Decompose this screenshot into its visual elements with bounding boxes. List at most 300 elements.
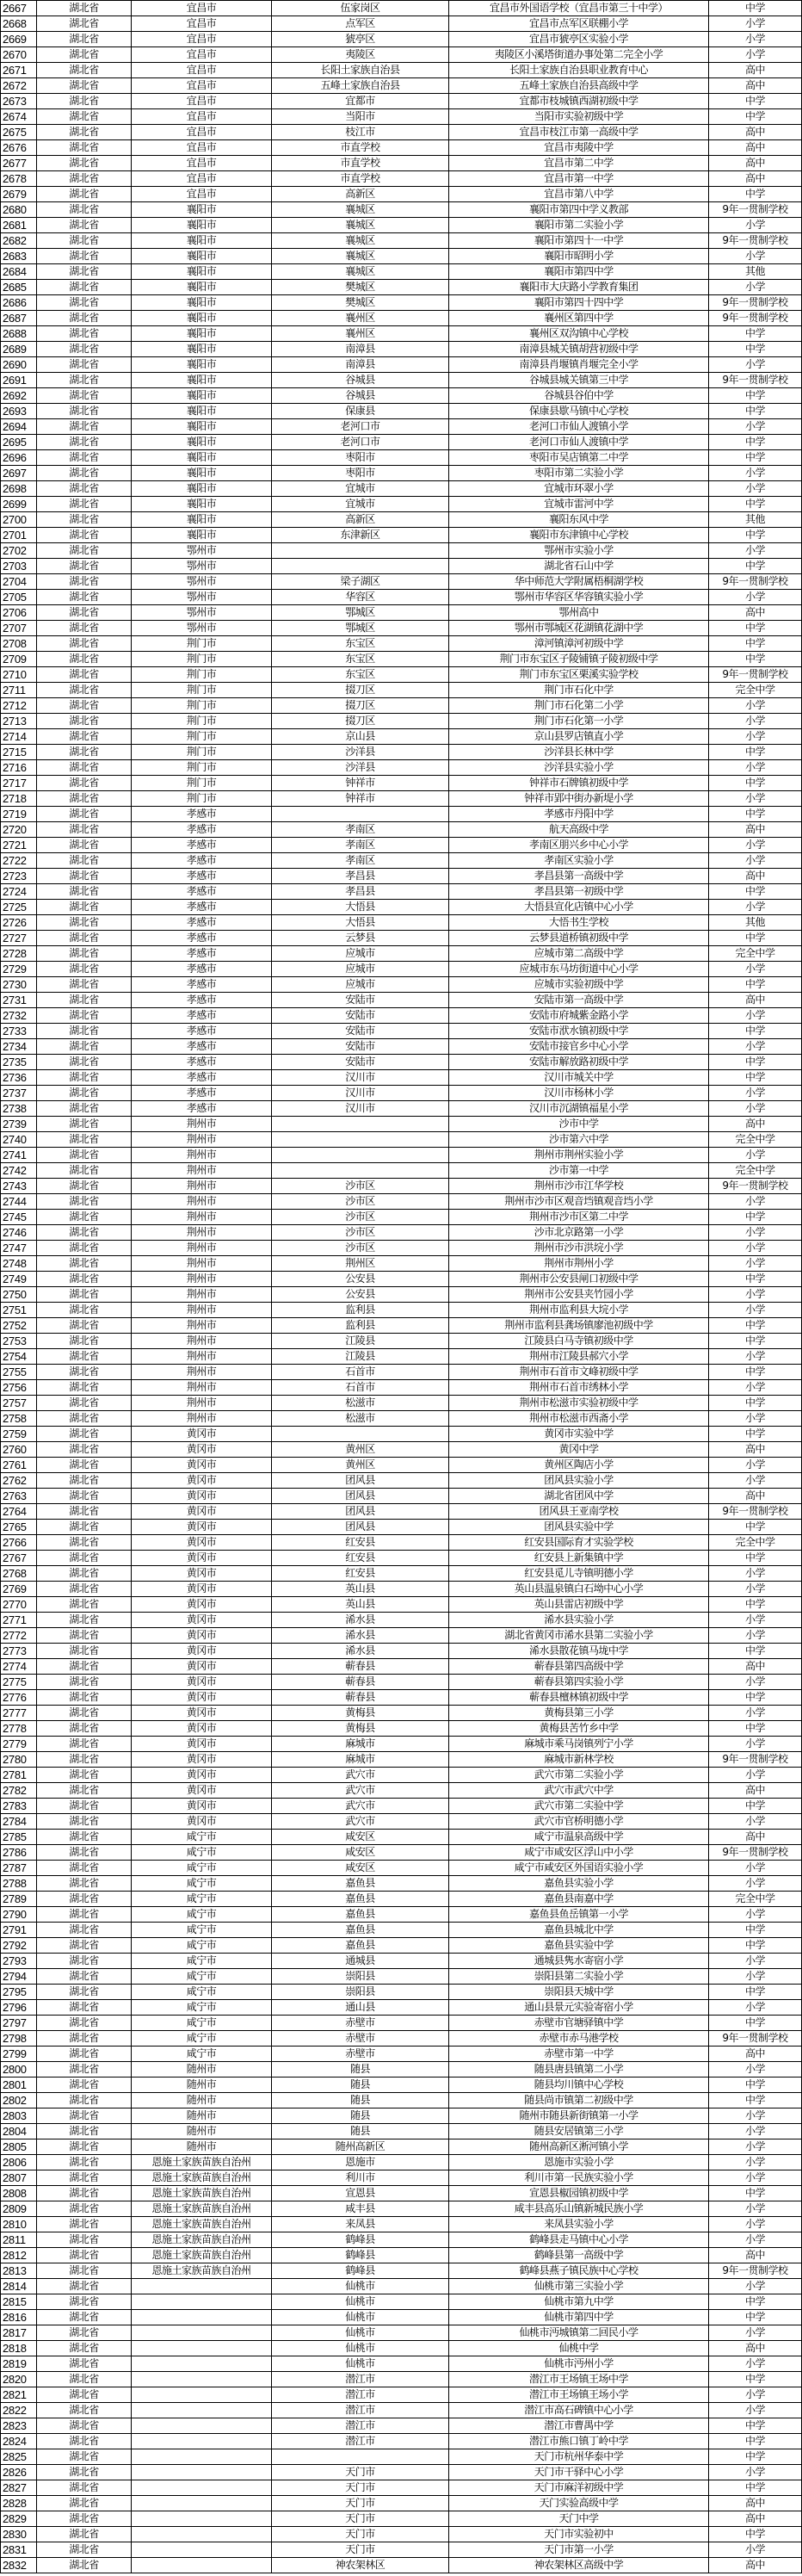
district-cell: 华容区 [272, 590, 449, 605]
city-cell: 黄冈市 [132, 1566, 272, 1582]
school-name-cell: 武穴市武穴中学 [449, 1783, 709, 1799]
row-number: 2711 [1, 683, 37, 698]
province-cell: 湖北省 [37, 1365, 132, 1380]
district-cell: 枣阳市 [272, 450, 449, 466]
school-name-cell: 云梦县道桥镇初级中学 [449, 931, 709, 946]
city-cell: 襄阳市 [132, 512, 272, 528]
city-cell: 宜昌市 [132, 63, 272, 78]
school-name-cell: 黄州区陶店小学 [449, 1458, 709, 1473]
table-row [1, 1845, 802, 1861]
table-row [1, 1706, 802, 1721]
district-cell: 安陆市 [272, 1008, 449, 1024]
school-name-cell: 天门市干驿中心小学 [449, 2465, 709, 2480]
row-number: 2719 [1, 807, 37, 822]
province-cell: 湖北省 [37, 1985, 132, 2000]
school-type-cell: 中学 [709, 1055, 802, 1070]
table-row [1, 218, 802, 233]
school-name-cell: 湖北省石山中学 [449, 559, 709, 574]
school-type-cell: 中学 [709, 931, 802, 946]
table-row [1, 1566, 802, 1582]
school-name-cell: 沙市中学 [449, 1117, 709, 1132]
table-row [1, 1241, 802, 1256]
row-number: 2681 [1, 218, 37, 233]
city-cell: 孝感市 [132, 931, 272, 946]
city-cell: 宜昌市 [132, 16, 272, 32]
district-cell [272, 1132, 449, 1148]
city-cell: 咸宁市 [132, 2047, 272, 2062]
city-cell: 孝感市 [132, 807, 272, 822]
city-cell: 鄂州市 [132, 621, 272, 636]
school-type-cell: 中学 [709, 621, 802, 636]
school-type-cell: 中学 [709, 1597, 802, 1613]
district-cell: 襄城区 [272, 218, 449, 233]
school-name-cell: 荆州市公安县夹竹园小学 [449, 1287, 709, 1303]
row-number: 2734 [1, 1039, 37, 1055]
table-row [1, 1985, 802, 2000]
province-cell: 湖北省 [37, 1334, 132, 1349]
province-cell: 湖北省 [37, 373, 132, 388]
table-row [1, 2449, 802, 2465]
table-row [1, 1086, 802, 1101]
school-type-cell: 9年一贯制学校 [709, 233, 802, 249]
city-cell [132, 2465, 272, 2480]
table-row [1, 171, 802, 187]
district-cell: 嘉鱼县 [272, 1938, 449, 1954]
city-cell: 襄阳市 [132, 264, 272, 280]
school-type-cell: 中学 [709, 636, 802, 652]
school-type-cell: 小学 [709, 1876, 802, 1892]
row-number: 2700 [1, 512, 37, 528]
province-cell: 湖北省 [37, 2542, 132, 2558]
table-row [1, 2418, 802, 2434]
school-type-cell: 小学 [709, 1861, 802, 1876]
school-name-cell: 黄梅县苦竹乡中学 [449, 1721, 709, 1737]
city-cell: 荆州市 [132, 1272, 272, 1287]
table-row [1, 2496, 802, 2511]
city-cell: 黄冈市 [132, 1520, 272, 1535]
school-name-cell: 黄冈市实验中学 [449, 1427, 709, 1442]
school-name-cell: 鄂州市鄂城区花湖镇花湖中学 [449, 621, 709, 636]
school-type-cell: 中学 [709, 559, 802, 574]
row-number: 2788 [1, 1876, 37, 1892]
school-type-cell: 中学 [709, 2294, 802, 2310]
province-cell: 湖北省 [37, 838, 132, 853]
school-name-cell: 宜昌市第一中学 [449, 171, 709, 187]
table-row [1, 47, 802, 63]
district-cell: 应城市 [272, 977, 449, 993]
district-cell: 孝南区 [272, 838, 449, 853]
district-cell: 随县 [272, 2108, 449, 2124]
row-number: 2775 [1, 1675, 37, 1690]
row-number: 2780 [1, 1752, 37, 1768]
table-row [1, 1163, 802, 1179]
city-cell: 孝感市 [132, 822, 272, 838]
district-cell: 沙市区 [272, 1210, 449, 1225]
school-name-cell: 襄阳市第四十四中学 [449, 295, 709, 311]
province-cell: 湖北省 [37, 16, 132, 32]
row-number: 2721 [1, 838, 37, 853]
district-cell: 大悟县 [272, 915, 449, 931]
school-name-cell: 孝南区朋兴乡中心小学 [449, 838, 709, 853]
school-type-cell: 小学 [709, 1303, 802, 1318]
school-name-cell: 赤壁市第一中学 [449, 2047, 709, 2062]
province-cell: 湖北省 [37, 1551, 132, 1566]
district-cell: 襄城区 [272, 233, 449, 249]
row-number: 2685 [1, 280, 37, 295]
school-type-cell: 中学 [709, 2093, 802, 2108]
city-cell: 黄冈市 [132, 1737, 272, 1752]
school-type-cell: 中学 [709, 745, 802, 760]
school-name-cell: 仙桃中学 [449, 2341, 709, 2356]
table-row [1, 1024, 802, 1039]
school-name-cell: 荆州市荆州小学 [449, 1256, 709, 1272]
table-row [1, 2527, 802, 2542]
school-name-cell: 孝昌县第一初级中学 [449, 884, 709, 900]
city-cell: 荆州市 [132, 1163, 272, 1179]
province-cell: 湖北省 [37, 869, 132, 884]
school-name-cell: 汉川市沉湖镇福星小学 [449, 1101, 709, 1117]
province-cell: 湖北省 [37, 481, 132, 497]
school-type-cell: 中学 [709, 1365, 802, 1380]
school-name-cell: 荆门市东宝区栗溪实验学校 [449, 667, 709, 683]
province-cell: 湖北省 [37, 1845, 132, 1861]
district-cell: 浠水县 [272, 1628, 449, 1644]
table-row [1, 2341, 802, 2356]
table-row [1, 1721, 802, 1737]
city-cell: 鄂州市 [132, 574, 272, 590]
table-row [1, 388, 802, 404]
school-type-cell: 中学 [709, 1318, 802, 1334]
province-cell: 湖北省 [37, 357, 132, 373]
row-number: 2800 [1, 2062, 37, 2078]
school-name-cell: 当阳市实验初级中学 [449, 109, 709, 125]
province-cell: 湖北省 [37, 1582, 132, 1597]
district-cell: 嘉鱼县 [272, 1923, 449, 1938]
row-number: 2736 [1, 1070, 37, 1086]
table-row [1, 1628, 802, 1644]
school-type-cell: 小学 [709, 1582, 802, 1597]
row-number: 2790 [1, 1907, 37, 1923]
district-cell: 潜江市 [272, 2434, 449, 2449]
row-number: 2812 [1, 2248, 37, 2263]
row-number: 2808 [1, 2186, 37, 2201]
province-cell: 湖北省 [37, 1225, 132, 1241]
city-cell: 荆门市 [132, 729, 272, 745]
school-name-cell: 宜昌市夷陵中学 [449, 140, 709, 156]
row-number: 2754 [1, 1349, 37, 1365]
school-name-cell: 蕲春县第四实验小学 [449, 1675, 709, 1690]
table-row [1, 683, 802, 698]
school-type-cell: 小学 [709, 1566, 802, 1582]
table-row [1, 63, 802, 78]
city-cell: 黄冈市 [132, 1768, 272, 1783]
province-cell: 湖北省 [37, 2139, 132, 2155]
city-cell: 荆州市 [132, 1148, 272, 1163]
province-cell: 湖北省 [37, 822, 132, 838]
table-row [1, 2093, 802, 2108]
city-cell: 随州市 [132, 2139, 272, 2155]
city-cell: 荆州市 [132, 1179, 272, 1194]
school-type-cell: 9年一贯制学校 [709, 1504, 802, 1520]
city-cell: 黄冈市 [132, 1628, 272, 1644]
city-cell: 荆州市 [132, 1365, 272, 1380]
school-type-cell: 9年一贯制学校 [709, 574, 802, 590]
province-cell: 湖北省 [37, 2341, 132, 2356]
school-name-cell: 咸丰县高乐山镇新城民族小学 [449, 2201, 709, 2217]
table-row [1, 1690, 802, 1706]
table-row [1, 2139, 802, 2155]
province-cell: 湖北省 [37, 1318, 132, 1334]
school-type-cell: 中学 [709, 388, 802, 404]
school-name-cell: 随县唐县镇第二小学 [449, 2062, 709, 2078]
province-cell: 湖北省 [37, 636, 132, 652]
table-row [1, 202, 802, 218]
school-name-cell: 通山县景元实验寄宿小学 [449, 2000, 709, 2016]
school-type-cell: 高中 [709, 63, 802, 78]
table-row [1, 311, 802, 326]
row-number: 2735 [1, 1055, 37, 1070]
district-cell: 谷城县 [272, 373, 449, 388]
district-cell [272, 1117, 449, 1132]
table-row [1, 156, 802, 171]
city-cell [132, 2480, 272, 2496]
district-cell: 潜江市 [272, 2387, 449, 2403]
school-name-cell: 鹤峰县燕子镇民族中心学校 [449, 2263, 709, 2279]
city-cell: 宜昌市 [132, 187, 272, 202]
district-cell: 潜江市 [272, 2372, 449, 2387]
district-cell: 高新区 [272, 187, 449, 202]
table-row [1, 1334, 802, 1349]
school-name-cell: 荆州市松滋市西斋小学 [449, 1411, 709, 1427]
row-number: 2744 [1, 1194, 37, 1210]
province-cell: 湖北省 [37, 543, 132, 559]
school-type-cell: 高中 [709, 605, 802, 621]
district-cell: 松滋市 [272, 1411, 449, 1427]
city-cell: 随州市 [132, 2078, 272, 2093]
row-number: 2729 [1, 962, 37, 977]
table-row [1, 1535, 802, 1551]
school-name-cell: 天门市实验初中 [449, 2527, 709, 2542]
school-name-cell: 枣阳市吴店镇第二中学 [449, 450, 709, 466]
province-cell: 湖北省 [37, 1597, 132, 1613]
school-type-cell: 中学 [709, 1551, 802, 1566]
school-type-cell: 小学 [709, 1256, 802, 1272]
table-row [1, 1768, 802, 1783]
school-name-cell: 安陆市洑水镇初级中学 [449, 1024, 709, 1039]
school-name-cell: 华中师范大学附属梧桐湖学校 [449, 574, 709, 590]
province-cell: 湖北省 [37, 1938, 132, 1954]
school-name-cell: 崇阳县天城中学 [449, 1985, 709, 2000]
school-type-cell: 小学 [709, 2325, 802, 2341]
district-cell: 安陆市 [272, 993, 449, 1008]
district-cell: 仙桃市 [272, 2310, 449, 2325]
school-type-cell: 中学 [709, 1024, 802, 1039]
school-type-cell: 中学 [709, 528, 802, 543]
row-number: 2673 [1, 94, 37, 109]
school-type-cell: 高中 [709, 1442, 802, 1458]
province-cell: 湖北省 [37, 1923, 132, 1938]
school-type-cell: 中学 [709, 2418, 802, 2434]
district-cell: 赤壁市 [272, 2031, 449, 2047]
table-row [1, 636, 802, 652]
table-row [1, 574, 802, 590]
province-cell: 湖北省 [37, 2186, 132, 2201]
row-number: 2826 [1, 2465, 37, 2480]
school-name-cell: 孝昌县第一高级中学 [449, 869, 709, 884]
city-cell [132, 2449, 272, 2465]
district-cell: 安陆市 [272, 1055, 449, 1070]
district-cell: 沙市区 [272, 1241, 449, 1256]
row-number: 2676 [1, 140, 37, 156]
district-cell: 武穴市 [272, 1783, 449, 1799]
row-number: 2740 [1, 1132, 37, 1148]
school-name-cell: 荆州市沙市区观音垱镇观音垱小学 [449, 1194, 709, 1210]
school-name-cell: 武穴市官桥明德小学 [449, 1814, 709, 1830]
table-row [1, 2263, 802, 2279]
school-type-cell: 中学 [709, 2078, 802, 2093]
city-cell: 荆门市 [132, 667, 272, 683]
row-number: 2765 [1, 1520, 37, 1535]
row-number: 2831 [1, 2542, 37, 2558]
row-number: 2794 [1, 1969, 37, 1985]
province-cell: 湖北省 [37, 2217, 132, 2232]
table-row [1, 1070, 802, 1086]
city-cell: 咸宁市 [132, 1830, 272, 1845]
table-row [1, 512, 802, 528]
city-cell [132, 2558, 272, 2573]
city-cell: 孝感市 [132, 900, 272, 915]
school-name-cell: 湖北省团风中学 [449, 1489, 709, 1504]
district-cell: 松滋市 [272, 1396, 449, 1411]
school-type-cell: 高中 [709, 125, 802, 140]
province-cell: 湖北省 [37, 1814, 132, 1830]
province-cell: 湖北省 [37, 1349, 132, 1365]
district-cell: 仙桃市 [272, 2341, 449, 2356]
school-type-cell: 小学 [709, 1814, 802, 1830]
row-number: 2704 [1, 574, 37, 590]
school-name-cell: 仙桃市沔城镇第二回民小学 [449, 2325, 709, 2341]
district-cell: 麻城市 [272, 1737, 449, 1752]
city-cell: 襄阳市 [132, 202, 272, 218]
school-name-cell: 宜城市环翠小学 [449, 481, 709, 497]
school-name-cell: 麻城市乘马岗镇列宁小学 [449, 1737, 709, 1752]
table-row [1, 667, 802, 683]
district-cell: 宜城市 [272, 497, 449, 512]
district-cell [272, 2449, 449, 2465]
province-cell: 湖北省 [37, 931, 132, 946]
table-row [1, 1504, 802, 1520]
province-cell: 湖北省 [37, 1442, 132, 1458]
province-cell: 湖北省 [37, 1287, 132, 1303]
school-type-cell: 中学 [709, 652, 802, 667]
district-cell: 咸安区 [272, 1845, 449, 1861]
school-type-cell: 小学 [709, 419, 802, 435]
school-name-cell: 麻城市新林学校 [449, 1752, 709, 1768]
row-number: 2814 [1, 2279, 37, 2294]
school-name-cell: 咸宁市咸安区浮山中小学 [449, 1845, 709, 1861]
district-cell: 钟祥市 [272, 776, 449, 791]
province-cell: 湖北省 [37, 1768, 132, 1783]
table-row [1, 357, 802, 373]
province-cell: 湖北省 [37, 2496, 132, 2511]
row-number: 2756 [1, 1380, 37, 1396]
city-cell: 黄冈市 [132, 1814, 272, 1830]
city-cell: 荆州市 [132, 1349, 272, 1365]
district-cell: 汉川市 [272, 1101, 449, 1117]
row-number: 2694 [1, 419, 37, 435]
province-cell: 湖北省 [37, 1613, 132, 1628]
row-number: 2712 [1, 698, 37, 714]
school-name-cell: 来凤县实验小学 [449, 2217, 709, 2232]
row-number: 2724 [1, 884, 37, 900]
city-cell: 咸宁市 [132, 1969, 272, 1985]
school-name-cell: 黄冈中学 [449, 1442, 709, 1458]
city-cell: 黄冈市 [132, 1706, 272, 1721]
school-name-cell: 荆州市沙市洪垸小学 [449, 1241, 709, 1256]
table-row [1, 1814, 802, 1830]
table-row [1, 1303, 802, 1318]
district-cell [272, 1148, 449, 1163]
row-number: 2702 [1, 543, 37, 559]
row-number: 2795 [1, 1985, 37, 2000]
district-cell: 黄州区 [272, 1442, 449, 1458]
row-number: 2776 [1, 1690, 37, 1706]
table-row [1, 2294, 802, 2310]
table-row [1, 1008, 802, 1024]
row-number: 2699 [1, 497, 37, 512]
school-type-cell: 小学 [709, 900, 802, 915]
district-cell: 赤壁市 [272, 2047, 449, 2062]
school-type-cell: 中学 [709, 1721, 802, 1737]
school-type-cell: 中学 [709, 1520, 802, 1535]
district-cell: 大悟县 [272, 900, 449, 915]
school-type-cell: 中学 [709, 884, 802, 900]
school-type-cell: 完全中学 [709, 1892, 802, 1907]
province-cell: 湖北省 [37, 280, 132, 295]
school-type-cell: 小学 [709, 1008, 802, 1024]
province-cell: 湖北省 [37, 1272, 132, 1287]
row-number: 2797 [1, 2016, 37, 2031]
city-cell: 宜昌市 [132, 94, 272, 109]
district-cell: 京山县 [272, 729, 449, 745]
city-cell: 咸宁市 [132, 1985, 272, 2000]
row-number: 2750 [1, 1287, 37, 1303]
district-cell [272, 543, 449, 559]
row-number: 2830 [1, 2527, 37, 2542]
row-number: 2720 [1, 822, 37, 838]
row-number: 2757 [1, 1396, 37, 1411]
school-name-cell: 团风县实验小学 [449, 1473, 709, 1489]
school-type-cell: 小学 [709, 1101, 802, 1117]
row-number: 2753 [1, 1334, 37, 1349]
school-name-cell: 天门中学 [449, 2511, 709, 2527]
province-cell: 湖北省 [37, 249, 132, 264]
school-name-cell: 鄂州高中 [449, 605, 709, 621]
school-type-cell: 小学 [709, 838, 802, 853]
school-type-cell: 高中 [709, 1783, 802, 1799]
province-cell: 湖北省 [37, 621, 132, 636]
school-type-cell: 中学 [709, 497, 802, 512]
school-name-cell: 沙市北京路第一小学 [449, 1225, 709, 1241]
school-type-cell: 中学 [709, 1985, 802, 2000]
district-cell: 襄城区 [272, 249, 449, 264]
district-cell: 嘉鱼县 [272, 1892, 449, 1907]
school-name-cell: 襄阳市第四中学义教部 [449, 202, 709, 218]
province-cell: 湖北省 [37, 342, 132, 357]
school-name-cell: 荆州市公安县闸口初级中学 [449, 1272, 709, 1287]
table-row [1, 249, 802, 264]
city-cell: 咸宁市 [132, 1861, 272, 1876]
